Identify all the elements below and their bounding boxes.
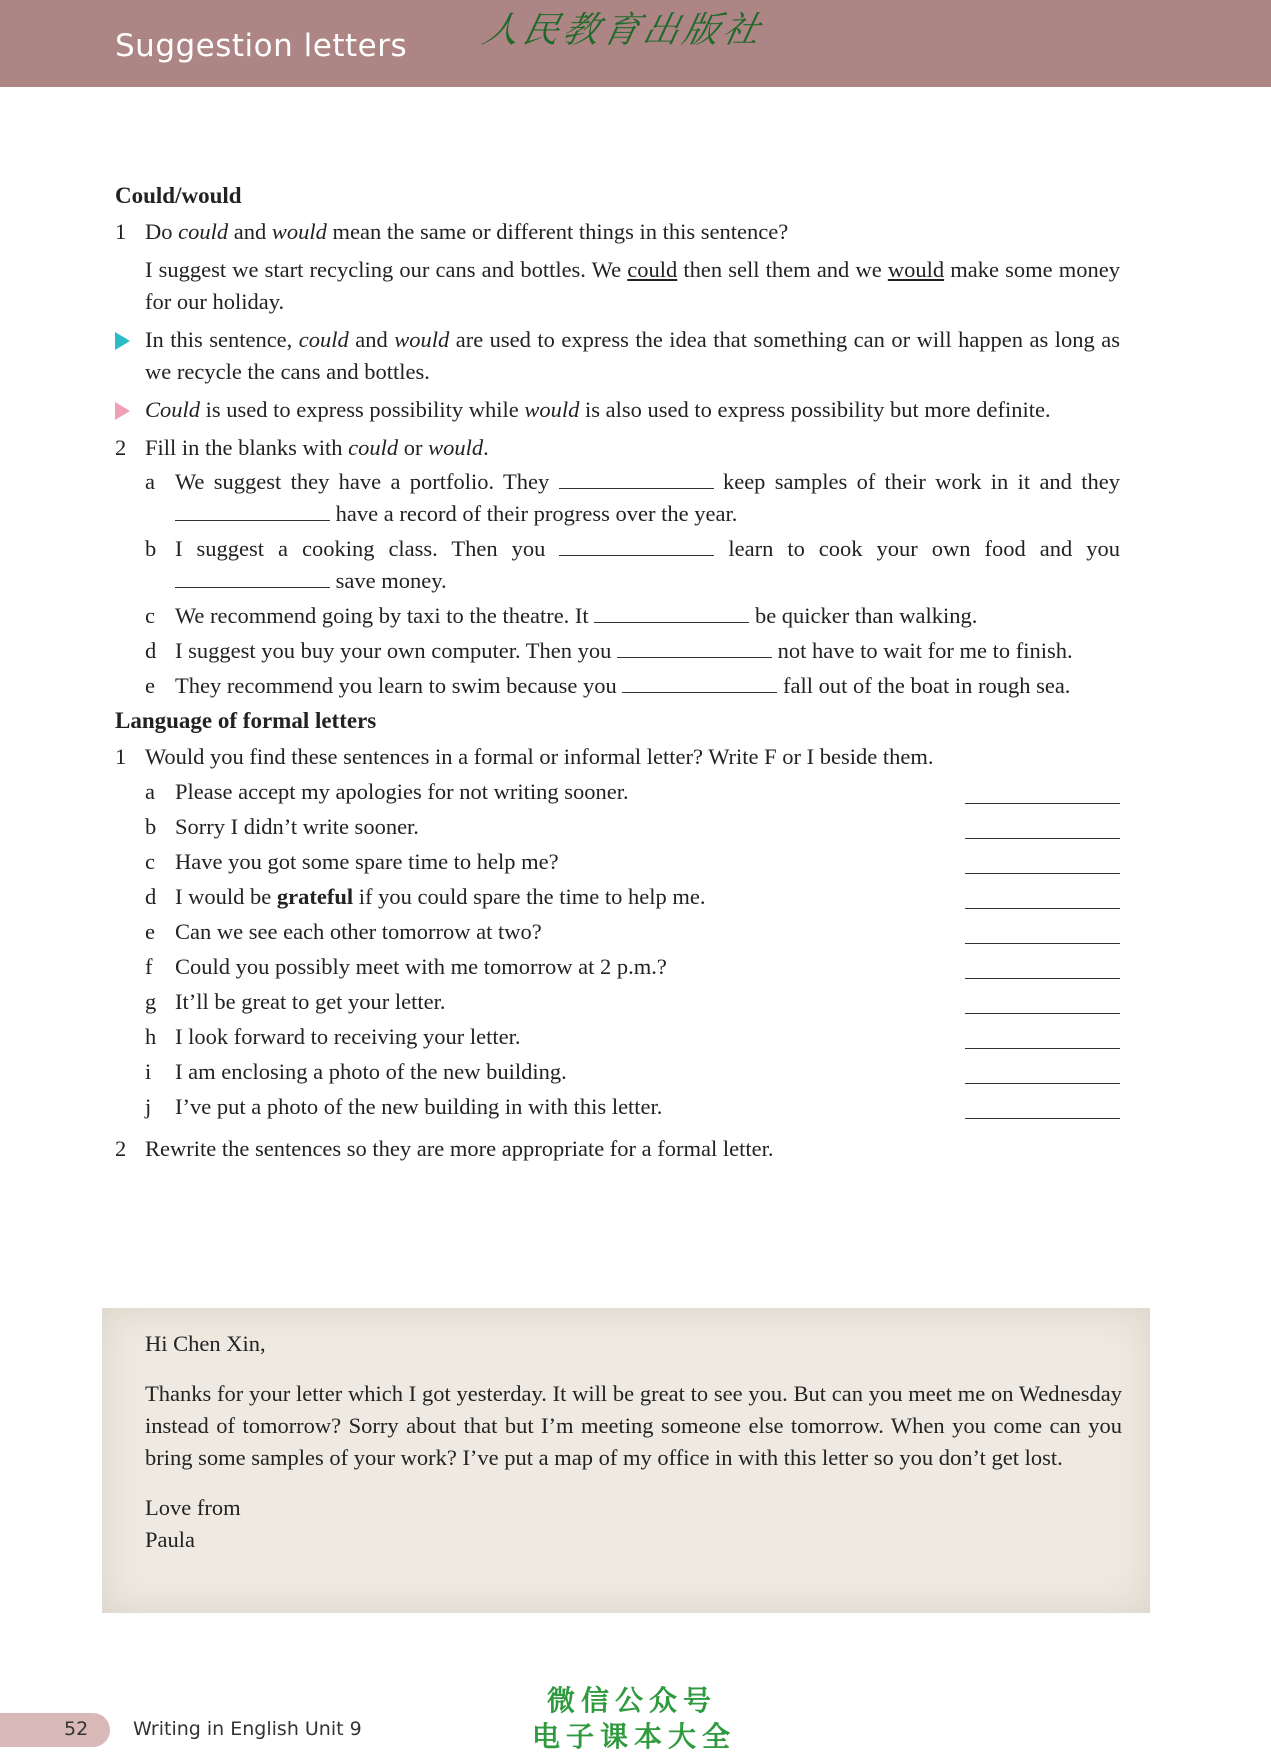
- answer-blank[interactable]: [965, 1026, 1120, 1049]
- note-item: Could is used to express possibility while would is also used to express possibility but more definite.: [115, 394, 1120, 426]
- list-item: j I’ve put a photo of the new building in with this letter.: [145, 1088, 1120, 1123]
- answer-blank[interactable]: [965, 956, 1120, 979]
- answer-blank[interactable]: [965, 1096, 1120, 1119]
- list-item: i I am enclosing a photo of the new building.: [145, 1053, 1120, 1088]
- answer-blank[interactable]: [965, 991, 1120, 1014]
- answer-blank[interactable]: [965, 1061, 1120, 1084]
- watermark: 微信公众号: [547, 1684, 718, 1717]
- question-2: 2 Rewrite the sentences so they are more appropriate for a formal letter.: [115, 1136, 774, 1161]
- letter-greeting: Hi Chen Xin,: [145, 1331, 266, 1356]
- answer-blank[interactable]: [622, 672, 777, 693]
- page-number-tab: [0, 1713, 110, 1747]
- heading-could-would: Could/would: [115, 183, 242, 208]
- letter-signature: Paula: [145, 1527, 195, 1552]
- question-text: Do could and would mean the same or different things in this sentence?: [145, 219, 789, 244]
- answer-blank[interactable]: [965, 781, 1120, 804]
- list-item: a Please accept my apologies for not writing sooner.: [145, 773, 1120, 808]
- triangle-bullet-icon: [115, 394, 145, 426]
- page-number: 52: [64, 1718, 89, 1740]
- question-1: [115, 216, 1120, 248]
- list-item: c We recommend going by taxi to the theatre. It be quicker than walking.: [145, 603, 978, 628]
- watermark: 电子课本大全: [532, 1720, 737, 1753]
- answer-blank[interactable]: [617, 637, 772, 658]
- example-sentence: I suggest we start recycling our cans and bottles. We could then sell them and we would make some money for our holiday.: [145, 257, 1120, 314]
- heading-formal-letters: Language of formal letters: [115, 708, 377, 733]
- letter-body: Thanks for your letter which I got yesterday. It will be great to see you. But can you meet me on Wednesday instead of tomorrow? Sorry about that but I’m meeting someone else tomorrow. When you come can you bring some samples of your work? I’ve put a map of my office in with this letter so you don’t get lost.: [145, 1381, 1122, 1470]
- answer-blank[interactable]: [559, 535, 714, 556]
- list-item: g It’ll be great to get your letter.: [145, 983, 1120, 1018]
- note-item: In this sentence, could and would are used to express the idea that something can or will happen as long as we recycle the cans and bottles.: [115, 324, 1120, 388]
- triangle-bullet-icon: [115, 324, 145, 388]
- answer-blank[interactable]: [594, 602, 749, 623]
- answer-blank[interactable]: [965, 851, 1120, 874]
- answer-blank[interactable]: [965, 886, 1120, 909]
- footer-title: Writing in English Unit 9: [133, 1718, 362, 1740]
- answer-blank[interactable]: [965, 921, 1120, 944]
- list-item: h I look forward to receiving your letter.: [145, 1018, 1120, 1053]
- list-item: a We suggest they have a portfolio. They keep samples of their work in it and they have a record of their progress over the year.: [145, 469, 1121, 526]
- answer-blank[interactable]: [559, 468, 714, 489]
- list-item: e Can we see each other tomorrow at two?: [145, 913, 1120, 948]
- question-number: 1: [115, 219, 127, 244]
- list-item: b I suggest a cooking class. Then you learn to cook your own food and you save money.: [145, 536, 1120, 593]
- main-content: [115, 180, 1120, 1171]
- answer-blank[interactable]: [965, 816, 1120, 839]
- list-item: b Sorry I didn’t write sooner.: [145, 808, 1120, 843]
- section-title: Suggestion letters: [115, 28, 408, 64]
- list-item: f Could you possibly meet with me tomorrow at 2 p.m.?: [145, 948, 1120, 983]
- answer-blank[interactable]: [175, 500, 330, 521]
- publisher-logo: 人民教育出版社: [479, 10, 768, 51]
- letter-closing: Love from: [145, 1495, 241, 1520]
- list-item: d I would be grateful if you could spare the time to help me.: [145, 878, 1120, 913]
- question-2: 2 Fill in the blanks with could or would.: [115, 432, 1120, 464]
- page-header: [0, 0, 1271, 87]
- question-number: 2: [115, 435, 127, 460]
- list-item: c Have you got some spare time to help me?: [145, 843, 1120, 878]
- question-1: 1 Would you find these sentences in a formal or informal letter? Write F or I beside them.: [115, 744, 934, 769]
- answer-blank[interactable]: [175, 567, 330, 588]
- list-item: d I suggest you buy your own computer. Then you not have to wait for me to finish.: [145, 638, 1073, 663]
- sample-letter: [102, 1308, 1150, 1613]
- list-item: e They recommend you learn to swim because you fall out of the boat in rough sea.: [145, 673, 1071, 698]
